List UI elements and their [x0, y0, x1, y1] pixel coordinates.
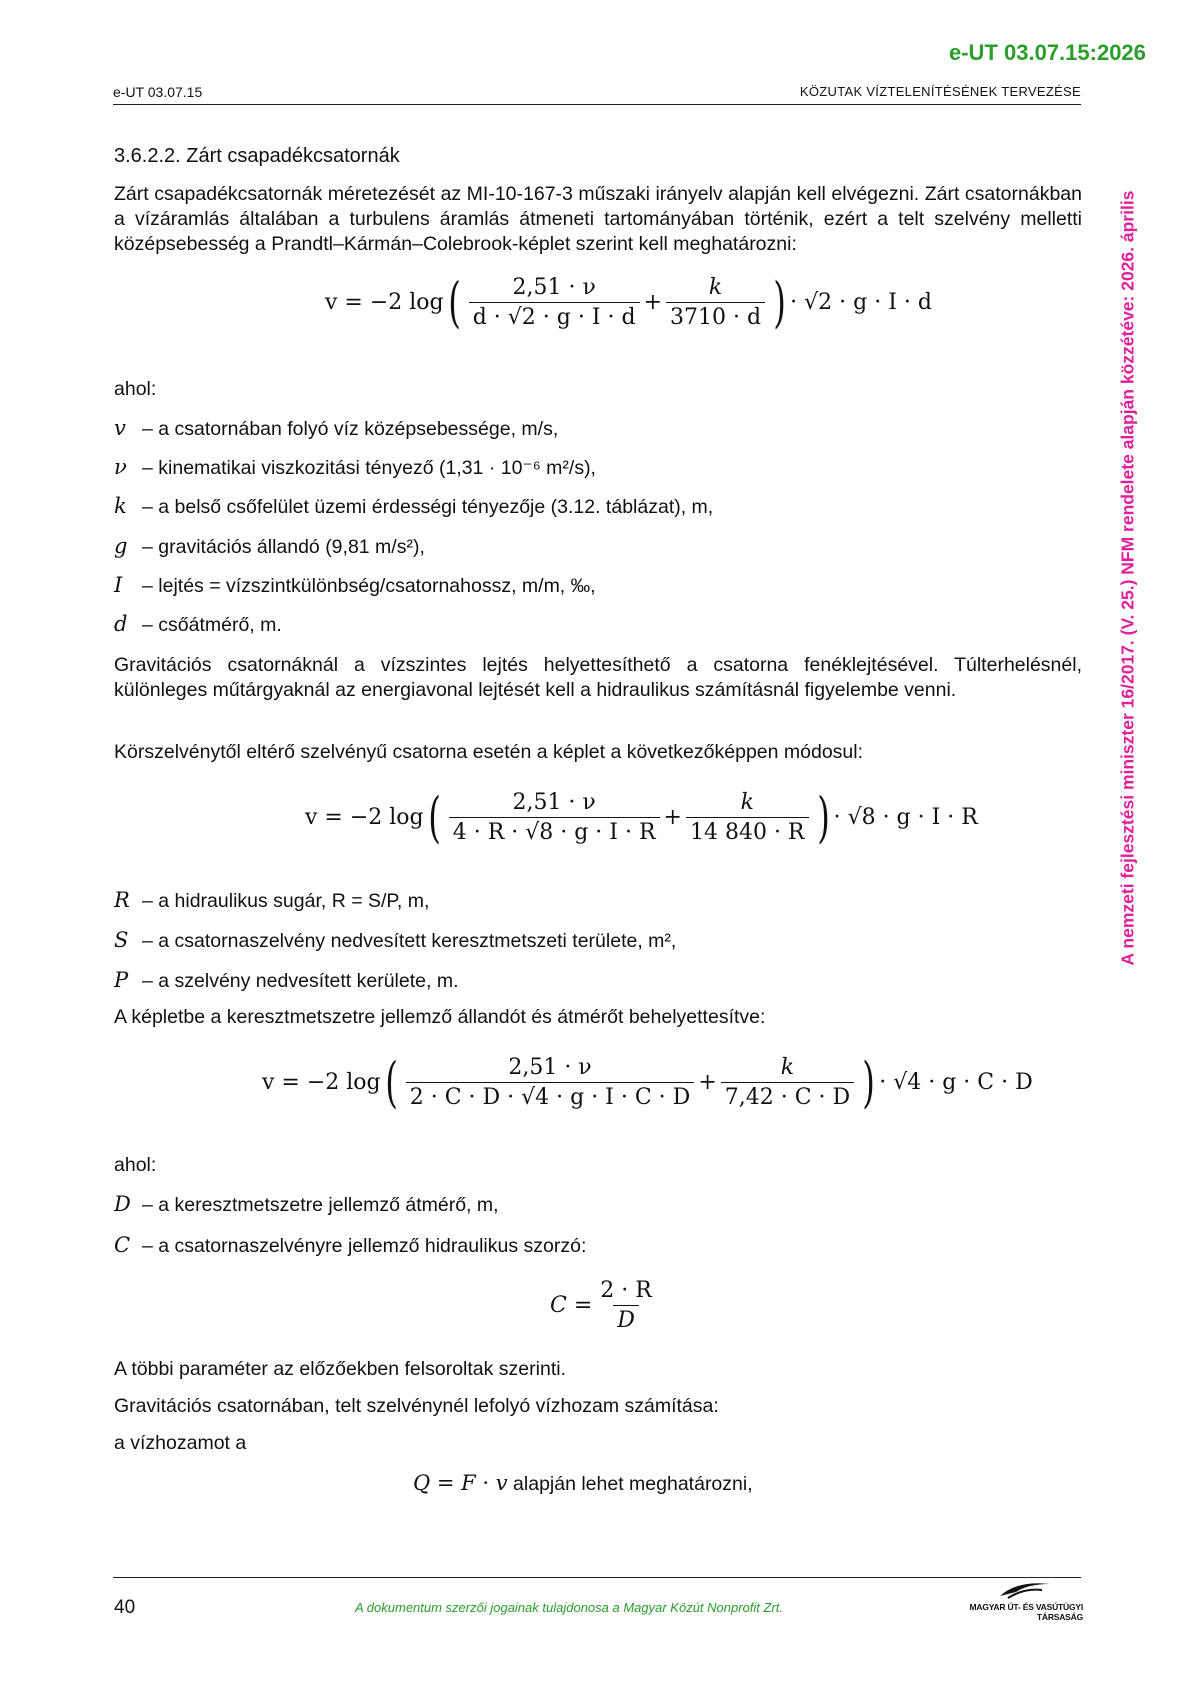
header-left-code: e-UT 03.07.15 [113, 84, 203, 100]
frac-numerator: 2,51 · ν [512, 790, 596, 815]
frac-denominator: 14 840 · R [686, 817, 809, 845]
definition-v: v – a csatornában folyó víz középsebessége, m/s, [114, 416, 559, 440]
definition-c: C – a csatornaszelvényre jellemző hidraulikus szorzó: [114, 1233, 587, 1257]
formula-substituted: v = −2 log ( $\frac{2,51 \cdot \nu}{2 \cdot C \cdot D \cdot √4 \cdot g \cdot I \cdot C \cdot D}$ + $\frac{k}{7,42 \cdot C \cdot D}$ ) · √4 · g · C · D [262, 1050, 1033, 1114]
frac-numerator: k [740, 790, 754, 815]
definition-k: k – a belső csőfelület üzemi érdességi tényezője (3.12. táblázat), m, [114, 494, 714, 518]
formula-non-circular: v = −2 log ( $\frac{2,51 \cdot \nu}{4 \cdot R \cdot √8 \cdot g \cdot I \cdot R}$ + $\frac{k}{14 840 \cdot R}$ ) · √8 · g · I · R [305, 785, 978, 849]
paragraph-non-circular: Körszelvénytől eltérő szelvényű csatorna esetén a képlet a következőképpen módosul: [114, 741, 864, 763]
frac-denominator: d · √2 · g · I · d [469, 302, 640, 330]
frac-denominator: D [613, 1305, 639, 1333]
intro-paragraph: Zárt csapadékcsatornák méretezését az MI-10-167-3 műszaki irányelv alapján kell elvégezni. Zárt csatornákban a vízáramlás általában a turbulens áramlás átmeneti tartományában történik, ezért a telt szelvény melletti középsebesség a Prandtl–Kármán–Colebrook-képlet szerint kell meghatározni: [114, 183, 1082, 255]
frac-numerator: 2,51 · ν [508, 1055, 592, 1080]
paragraph-other-params: A többi paraméter az előzőekben felsoroltak szerinti. [114, 1358, 566, 1380]
frac-denominator: 7,42 · C · D [721, 1082, 854, 1110]
formula-lhs: v = −2 log [305, 805, 424, 830]
logo-text: MAGYAR ÚT- ÉS VASÚTÜGYI TÁRSASÁG [969, 1602, 1083, 1622]
definition-g: g – gravitációs állandó (9,81 m/s²), [114, 534, 425, 558]
formula-c [550, 1278, 660, 1333]
frac-numerator: k [708, 275, 723, 300]
frac-denominator: 3710 · d [666, 302, 765, 330]
header-divider [113, 104, 1081, 105]
frac-numerator: 2 · R [600, 1278, 652, 1303]
paragraph-gravity-slope: Gravitációs csatornáknál a vízszintes lejtés helyettesíthető a csatorna fenéklejtésével. Túlterhelésnél, különleges műtárgyaknál az energiavonal lejtését kell a hidraulikus számításnál figyelembe venni. [114, 654, 1082, 701]
formula-tail: · √2 · g · I · d [790, 290, 932, 315]
definition-d: d – csőátmérő, m. [114, 612, 282, 636]
definition-nu: ν – kinematikai viszkozitási tényező (1,31 · 10⁻⁶ m²/s), [114, 455, 596, 479]
definition-diameter: D – a keresztmetszetre jellemző átmérő, m, [114, 1192, 499, 1216]
header-title: KÖZUTAK VÍZTELENÍTÉSÉNEK TERVEZÉSE [799, 84, 1081, 99]
footer-divider [113, 1577, 1081, 1578]
paragraph-flow-intro: a vízhozamot a [114, 1432, 247, 1454]
copyright-notice: A dokumentum szerzői jogainak tulajdonosa a Magyar Közút Nonprofit Zrt. [355, 1600, 784, 1615]
definition-i: I – lejtés = vízszintkülönbség/csatornahossz, m/m, ‰, [114, 573, 596, 597]
formula-lhs: v = −2 log [262, 1070, 381, 1095]
frac-numerator: k [780, 1055, 795, 1080]
ahol-label-2: ahol: [114, 1154, 157, 1176]
definition-r: R – a hidraulikus sugár, R = S/P, m, [114, 888, 430, 912]
frac-numerator: 2,51 · ν [512, 275, 596, 300]
frac-denominator: 4 · R · √8 · g · I · R [449, 817, 660, 845]
page-number: 40 [114, 1597, 136, 1618]
paragraph-substitution: A képletbe a keresztmetszetre jellemző állandót és átmérőt behelyettesítve: [114, 1006, 766, 1028]
formula-q: Q = F · v alapján lehet meghatározni, [413, 1471, 753, 1495]
formula-prandtl-karman-colebrook: v = −2 log ( $\frac{2,51 \cdot \nu}{d \cdot √2 \cdot g \cdot I \cdot d}$ + $\frac{k}{3710 \cdot d}$ ) · √2 · g · I · d [325, 270, 932, 334]
definition-p: P – a szelvény nedvesített kerülete, m. [114, 968, 459, 992]
paragraph-flow-calc: Gravitációs csatornában, telt szelvénynél lefolyó vízhozam számítása: [114, 1395, 719, 1417]
definition-s: S – a csatornaszelvény nedvesített keresztmetszeti területe, m², [114, 928, 677, 952]
document-code: e-UT 03.07.15:2026 [949, 40, 1146, 65]
section-title: 3.6.2.2. Zárt csapadékcsatornák [114, 145, 400, 167]
formula-lhs: C = [550, 1293, 593, 1318]
formula-lhs: v = −2 log [325, 290, 444, 315]
frac-denominator: 2 · C · D · √4 · g · I · C · D [406, 1082, 695, 1110]
formula-tail: · √4 · g · C · D [879, 1070, 1033, 1095]
ahol-label: ahol: [114, 378, 157, 400]
formula-tail: · √8 · g · I · R [833, 805, 978, 830]
company-logo [938, 1578, 1083, 1622]
